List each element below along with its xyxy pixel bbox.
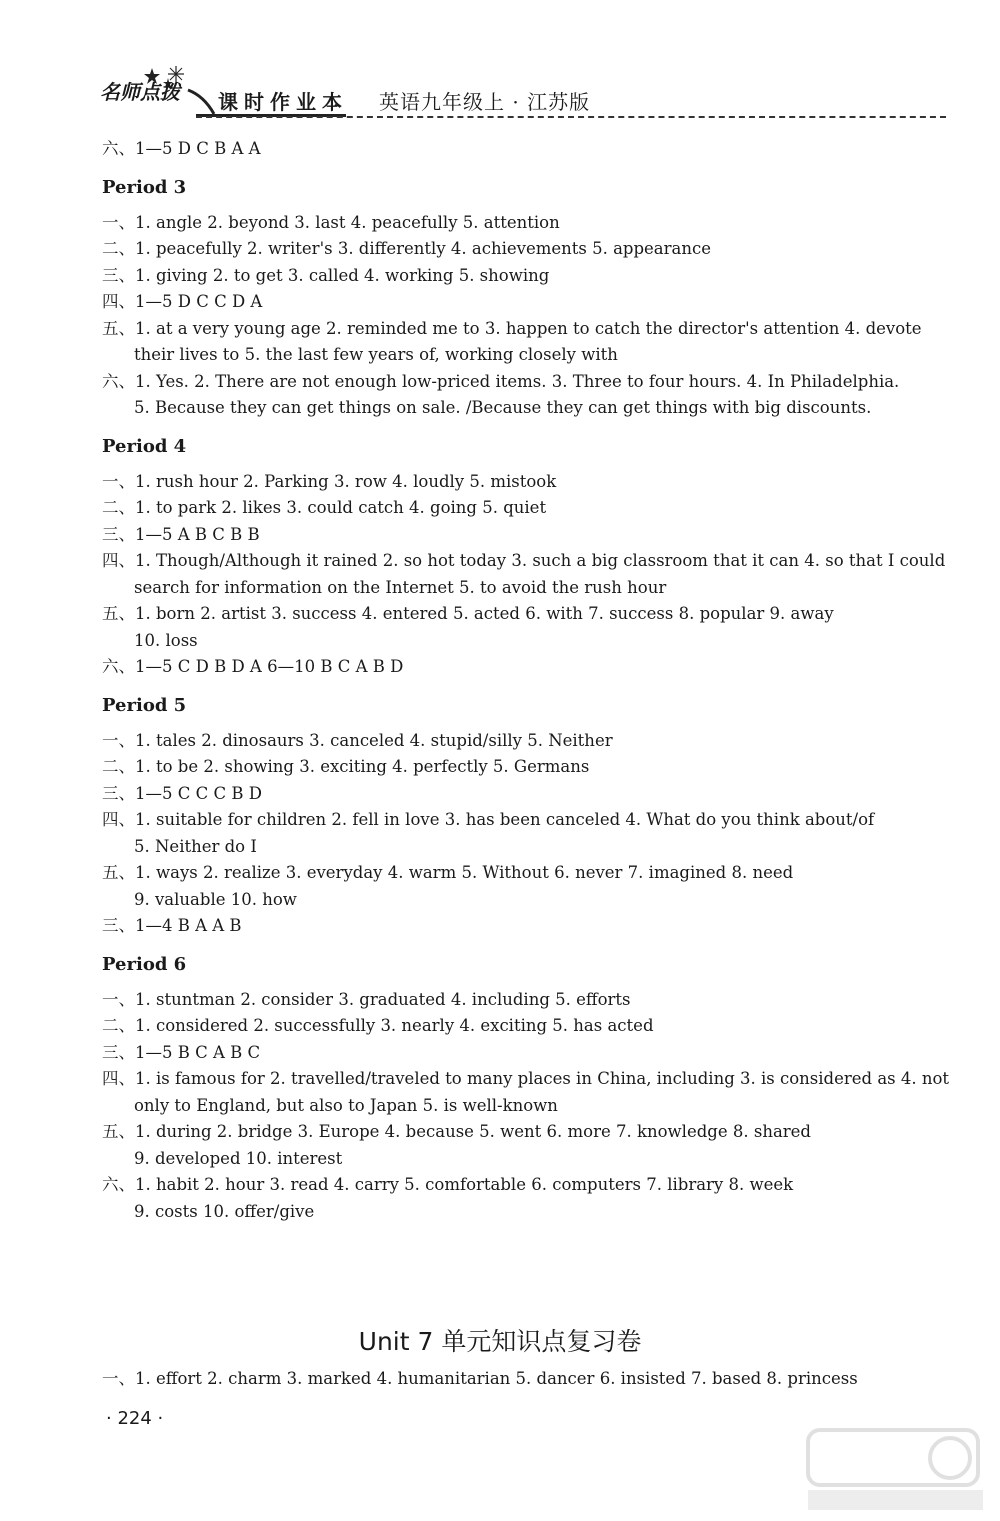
logo-text: 名师点拨	[100, 80, 180, 104]
answer-line: 三、1—5 A B C B B	[102, 524, 260, 544]
unit-title: Unit 7 单元知识点复习卷	[358, 1327, 642, 1356]
series-title: 课时作业本	[218, 90, 348, 114]
logo	[96, 62, 226, 120]
answer-line: 二、1. to be 2. showing 3. exciting 4. perfectly 5. Germans	[102, 757, 590, 776]
answer-line: 三、1. giving 2. to get 3. called 4. working 5. showing	[102, 265, 550, 285]
answer-line-continuation: their lives to 5. the last few years of, working closely with	[134, 345, 618, 364]
header-rule-dashed	[196, 116, 946, 118]
section-heading: Period 6	[102, 953, 187, 975]
answer-line-continuation: 9. valuable 10. how	[134, 889, 297, 909]
answer-line: 一、1. effort 2. charm 3. marked 4. humanitarian 5. dancer 6. insisted 7. based 8. princess	[102, 1369, 858, 1388]
answer-line-continuation: 5. Neither do I	[134, 836, 257, 856]
answer-line: 五、1. at a very young age 2. reminded me to 3. happen to catch the director's attention 4. devote	[102, 318, 922, 338]
section-heading: Period 4	[102, 435, 187, 457]
answer-line: 一、1. stuntman 2. consider 3. graduated 4. including 5. efforts	[102, 989, 631, 1009]
answer-content	[102, 136, 952, 1225]
answer-line-continuation: 9. developed 10. interest	[134, 1148, 343, 1168]
page-number: · 224 ·	[106, 1408, 164, 1429]
answer-line: 四、1—5 D C C D A	[102, 292, 263, 311]
section-heading: Period 3	[102, 176, 187, 198]
answer-line-continuation: only to England, but also to Japan 5. is well-known	[134, 1095, 558, 1115]
answer-line: 五、1. ways 2. realize 3. everyday 4. warm 5. Without 6. never 7. imagined 8. need	[102, 863, 794, 882]
answer-line: 一、1. angle 2. beyond 3. last 4. peacefully 5. attention	[102, 212, 560, 232]
answer-line: 五、1. during 2. bridge 3. Europe 4. because 5. went 6. more 7. knowledge 8. shared	[102, 1122, 811, 1141]
answer-line: 一、1. rush hour 2. Parking 3. row 4. loudly 5. mistook	[102, 471, 557, 491]
watermark-logo-icon	[800, 1420, 990, 1515]
answer-line: 六、1—5 D C B A A	[102, 139, 261, 158]
answer-line: 二、1. considered 2. successfully 3. nearly 4. exciting 5. has acted	[102, 1016, 654, 1035]
answer-line: 四、1. Though/Although it rained 2. so hot today 3. such a big classroom that it can 4. so that I could	[102, 551, 946, 570]
answer-line: 三、1—4 B A A B	[102, 916, 242, 935]
answer-line-continuation: 10. loss	[134, 630, 198, 650]
answer-line: 四、1. suitable for children 2. fell in love 3. has been canceled 4. What do you think about/of	[102, 810, 875, 829]
book-title: 英语九年级上 · 江苏版	[379, 90, 591, 114]
page-header	[96, 58, 946, 124]
answer-line: 三、1—5 B C A B C	[102, 1042, 261, 1062]
answer-line: 二、1. to park 2. likes 3. could catch 4. going 5. quiet	[102, 498, 547, 517]
answer-line: 一、1. tales 2. dinosaurs 3. canceled 4. stupid/silly 5. Neither	[102, 730, 613, 750]
answer-line: 六、1. Yes. 2. There are not enough low-priced items. 3. Three to four hours. 4. In Philadelphia.	[102, 371, 900, 391]
answer-line-continuation: search for information on the Internet 5. to avoid the rush hour	[134, 577, 667, 597]
answer-line: 六、1—5 C D B D A 6—10 B C A B D	[102, 657, 404, 676]
answer-line: 三、1—5 C C C B D	[102, 783, 262, 803]
answer-line: 四、1. is famous for 2. travelled/traveled to many places in China, including 3. is considered as 4. not	[102, 1069, 950, 1088]
section-heading: Period 5	[102, 694, 187, 716]
answer-line-continuation: 5. Because they can get things on sale. /Because they can get things with big discounts.	[134, 398, 872, 417]
answer-line: 六、1. habit 2. hour 3. read 4. carry 5. comfortable 6. computers 7. library 8. week	[102, 1175, 794, 1194]
answer-line: 五、1. born 2. artist 3. success 4. entered 5. acted 6. with 7. success 8. popular 9. away	[102, 604, 834, 623]
answer-line-continuation: 9. costs 10. offer/give	[134, 1201, 315, 1221]
answer-line: 二、1. peacefully 2. writer's 3. differently 4. achievements 5. appearance	[102, 239, 711, 258]
